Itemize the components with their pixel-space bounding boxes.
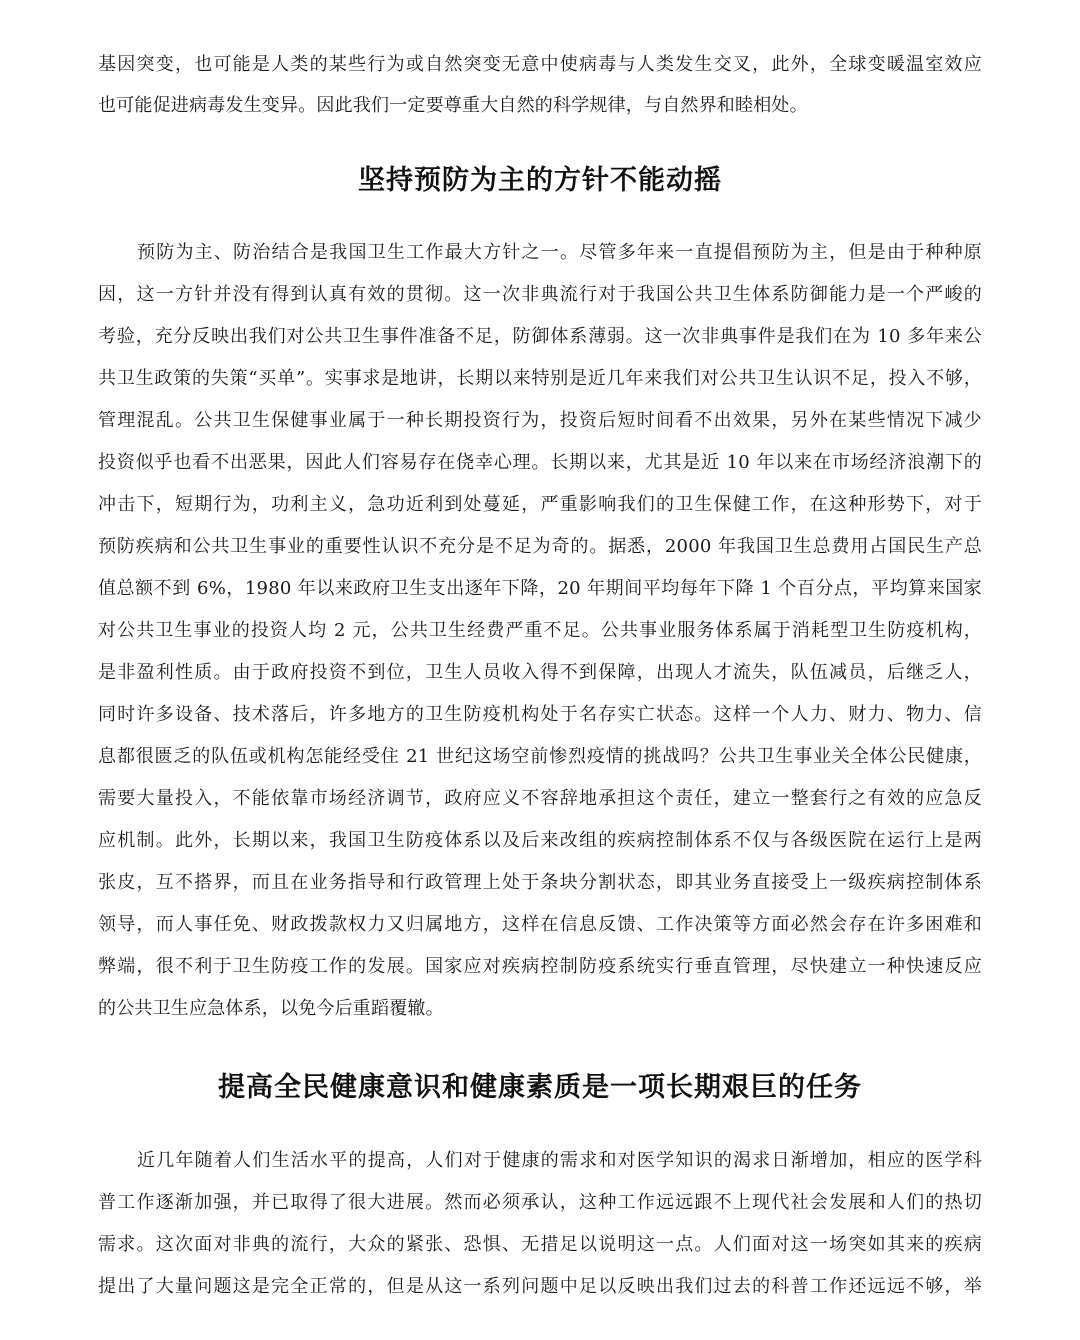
section1-line-11: 是非盈利性质。由于政府投资不到位，卫生人员收入得不到保障，出现人才流失，队伍减员，后继乏人， <box>98 662 982 683</box>
section2-line-3: 需求。这次面对非典的流行，大众的紧张、恐惧、无措足以说明这一点。人们面对这一场突如其来的疾病 <box>98 1234 982 1255</box>
section1-line-5: 管理混乱。公共卫生保健事业属于一种长期投资行为，投资后短时间看不出效果，另外在某些情况下减少 <box>98 410 982 431</box>
section1-line-4: 共卫生政策的失策“买单”。实事求是地讲，长期以来特别是近几年来我们对公共卫生认识不足，投入不够， <box>98 368 982 389</box>
section1-line-13: 息都很匮乏的队伍或机构怎能经受住 21 世纪这场空前惨烈疫情的挑战吗？公共卫生事业关全体公民健康， <box>98 746 982 767</box>
section1-line-16: 张皮，互不搭界，而且在业务指导和行政管理上处于条块分割状态，即其业务直接受上一级疾病控制体系 <box>98 872 982 893</box>
section1-line-1: 预防为主、防治结合是我国卫生工作最大方针之一。尽管多年来一直提倡预防为主，但是由于种种原 <box>137 242 982 263</box>
section1-line-17: 领导，而人事任免、财政拨款权力又归属地方，这样在信息反馈、工作决策等方面必然会存在许多困难和 <box>98 914 982 935</box>
section1-line-2: 因，这一方针并没有得到认真有效的贯彻。这一次非典流行对于我国公共卫生体系防御能力是一个严峻的 <box>98 284 982 305</box>
section1-line-3: 考验，充分反映出我们对公共卫生事件准备不足，防御体系薄弱。这一次非典事件是我们在为 10 多年来公 <box>98 326 982 347</box>
section1-line-14: 需要大量投入，不能依靠市场经济调节，政府应义不容辞地承担这个责任，建立一整套行之有效的应急反 <box>98 788 982 809</box>
section2-heading: 提高全民健康意识和健康素质是一项长期艰巨的任务 <box>218 1072 862 1103</box>
section2-line-4: 提出了大量问题这是完全正常的，但是从这一系列问题中足以反映出我们过去的科普工作还远远不够，举 <box>98 1276 982 1297</box>
intro-line-1: 基因突变，也可能是人类的某些行为或自然突变无意中使病毒与人类发生交叉，此外，全球变暖温室效应 <box>98 54 982 75</box>
section1-line-10: 对公共卫生事业的投资人均 2 元，公共卫生经费严重不足。公共事业服务体系属于消耗型卫生防疫机构， <box>98 620 982 641</box>
section1-line-8: 预防疾病和公共卫生事业的重要性认识不充分是不足为奇的。据悉，2000 年我国卫生总费用占国民生产总 <box>98 536 982 557</box>
section2-line-1: 近几年随着人们生活水平的提高，人们对于健康的需求和对医学知识的渴求日渐增加，相应的医学科 <box>137 1150 982 1171</box>
section2-line-2: 普工作逐渐加强，并已取得了很大进展。然而必须承认，这种工作远远跟不上现代社会发展和人们的热切 <box>98 1192 982 1213</box>
section1-heading: 坚持预防为主的方针不能动摇 <box>358 165 722 196</box>
section1-line-19: 的公共卫生应急体系，以免今后重蹈覆辙。 <box>98 998 444 1019</box>
section1-line-18: 弊端，很不利于卫生防疫工作的发展。国家应对疾病控制防疫系统实行垂直管理，尽快建立一种快速反应 <box>98 956 982 977</box>
section1-line-12: 同时许多设备、技术落后，许多地方的卫生防疫机构处于名存实亡状态。这样一个人力、财力、物力、信 <box>98 704 982 725</box>
section1-line-15: 应机制。此外，长期以来，我国卫生防疫体系以及后来改组的疾病控制体系不仅与各级医院在运行上是两 <box>98 830 982 851</box>
section1-line-9: 值总额不到 6%，1980 年以来政府卫生支出逐年下降，20 年期间平均每年下降 1 个百分点，平均算来国家 <box>98 578 982 599</box>
section1-line-7: 冲击下，短期行为，功利主义，急功近利到处蔓延，严重影响我们的卫生保健工作，在这种形势下，对于 <box>98 494 982 515</box>
intro-line-2: 也可能促进病毒发生变异。因此我们一定要尊重大自然的科学规律，与自然界和睦相处。 <box>98 95 808 116</box>
section1-line-6: 投资似乎也看不出恶果，因此人们容易存在侥幸心理。长期以来，尤其是近 10 年以来在市场经济浪潮下的 <box>98 452 982 473</box>
